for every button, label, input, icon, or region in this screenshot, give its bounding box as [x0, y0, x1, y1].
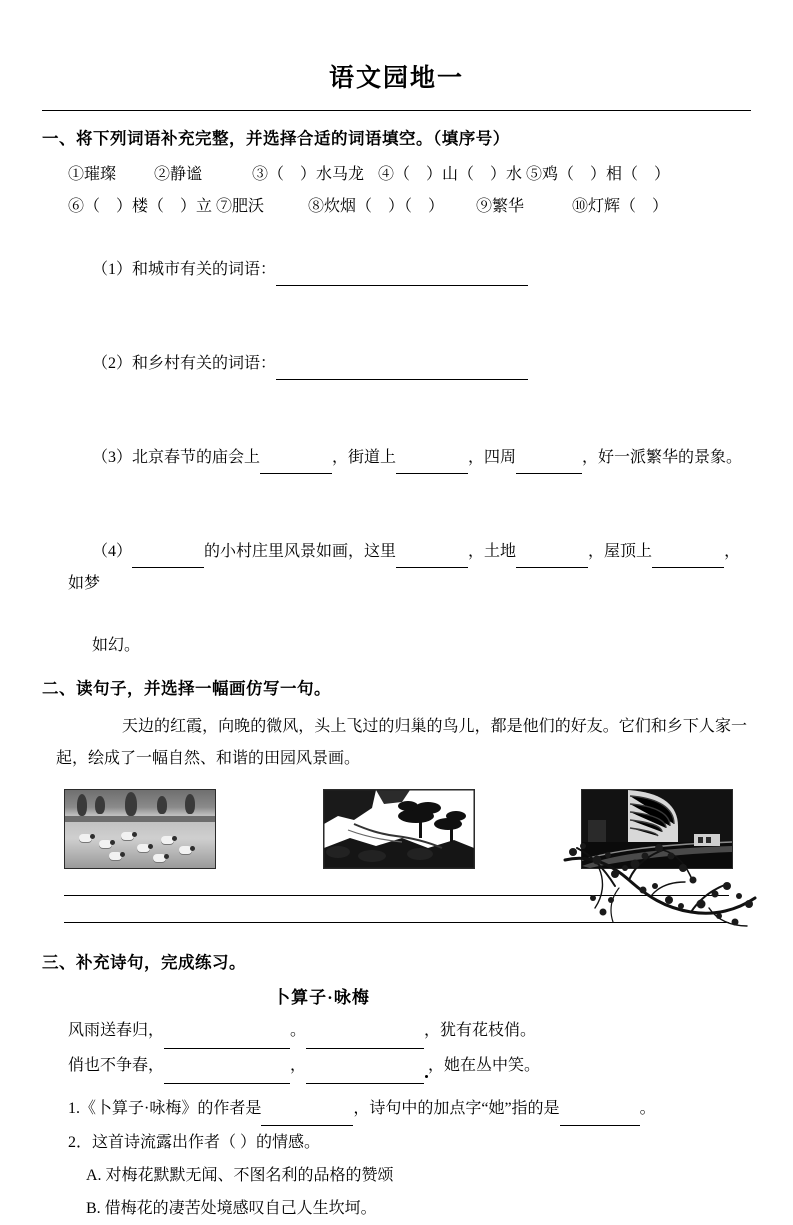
- word-item-6: ⑥（ ）楼（ ）立: [68, 198, 213, 215]
- answer-blank-1-2[interactable]: [276, 348, 528, 380]
- section-three: [42, 949, 751, 1225]
- page-title: 语文园地一: [328, 65, 464, 92]
- question-1-4-part-e: ，如梦: [68, 543, 741, 592]
- poem-dotted-marker: [424, 1057, 428, 1074]
- poem-line-2-part-c: ，她在丛中笑。: [428, 1057, 541, 1074]
- word-bank-row-2: [42, 191, 751, 223]
- section-two-heading: 二、读句子，并选择一幅画仿写一句。: [42, 680, 331, 698]
- question-1-4: [42, 505, 751, 630]
- illustration-row: [42, 789, 751, 869]
- stream-drawing-svg: [324, 790, 474, 868]
- poem-blank-2[interactable]: [306, 1014, 424, 1049]
- word-item-4: ④（ ）山（ ）水: [378, 166, 523, 183]
- question-3-1-part-c: 。: [639, 1100, 656, 1117]
- answer-blank-1-4-c[interactable]: [516, 536, 588, 568]
- word-item-9: ⑨繁华: [476, 198, 525, 215]
- pasture-sheep-photo[interactable]: [64, 789, 216, 869]
- poem-title: 卜算子·咏梅: [273, 988, 370, 1007]
- poem-blank-4[interactable]: [306, 1049, 424, 1084]
- answer-blank-1-3-c[interactable]: [516, 442, 582, 474]
- word-item-10: ⑩灯辉（ ）: [572, 198, 669, 215]
- question-3-1-part-a: 1.《卜算子·咏梅》的作者是: [68, 1100, 262, 1117]
- section-three-heading: 三、补充诗句，完成练习。: [42, 954, 246, 972]
- mountain-stream-drawing[interactable]: [323, 789, 475, 869]
- question-1-1-text: （1）和城市有关的词语：: [92, 261, 277, 278]
- section-two: [42, 675, 751, 923]
- word-item-8: ⑧炊烟（ ）（ ）: [308, 198, 445, 215]
- answer-blank-1-4-a[interactable]: [132, 536, 204, 568]
- question-1-3: [42, 411, 751, 505]
- question-1-4-continued: 如幻。: [92, 637, 141, 654]
- word-item-7: ⑦肥沃: [216, 198, 265, 215]
- poem-line-2-part-b: ，: [290, 1057, 307, 1074]
- option-a[interactable]: A. 对梅花默默无闻、不图名利的品格的赞颂: [86, 1167, 394, 1184]
- question-1-1: [42, 223, 751, 317]
- question-1-2: [42, 317, 751, 411]
- answer-blank-1-4-d[interactable]: [652, 536, 724, 568]
- word-bank-row-1: [42, 159, 751, 191]
- question-1-4-part-b: 的小村庄里风景如画，这里: [204, 543, 397, 560]
- question-1-2-text: （2）和乡村有关的词语：: [92, 355, 277, 372]
- poem-blank-1[interactable]: [164, 1014, 290, 1049]
- answer-writing-line-2[interactable]: [64, 922, 729, 923]
- poem-blank-3[interactable]: [164, 1049, 290, 1084]
- question-1-3-part-a: （3）北京春节的庙会上: [92, 449, 261, 466]
- question-1-3-part-c: ，四周: [468, 449, 517, 466]
- question-3-1-part-b: ，诗句中的加点字“她”指的是: [353, 1100, 560, 1117]
- word-item-1: ①璀璨: [68, 166, 117, 183]
- word-item-2: ②静谧: [154, 166, 203, 183]
- poem-line-1-part-b: 。: [290, 1022, 307, 1039]
- option-b[interactable]: B. 借梅花的凄苦处境感叹自己人生坎坷。: [86, 1200, 377, 1217]
- answer-blank-1-3-a[interactable]: [260, 442, 332, 474]
- poem-line-1-part-a: 风雨送春归，: [68, 1022, 165, 1039]
- answer-blank-1-1[interactable]: [276, 254, 528, 286]
- section-three-question-2[interactable]: 2．这首诗流露出作者（ ）的情感。: [68, 1134, 321, 1151]
- question-1-4-part-a: （4）: [92, 543, 133, 560]
- question-1-3-part-b: ，街道上: [332, 449, 397, 466]
- answer-blank-1-4-b[interactable]: [396, 536, 468, 568]
- poem-line-1: [42, 1014, 751, 1049]
- answer-blank-1-3-b[interactable]: [396, 442, 468, 474]
- poem-line-2: [42, 1049, 751, 1084]
- title-divider: [42, 110, 751, 111]
- word-item-3: ③（ ）水马龙: [252, 166, 365, 183]
- question-1-4-part-d: ，屋顶上: [588, 543, 653, 560]
- poem-line-1-part-c: ，犹有花枝俏。: [424, 1022, 537, 1039]
- worksheet-page: [0, 58, 793, 1217]
- question-1-3-part-d: ，好一派繁华的景象。: [582, 449, 743, 466]
- section-two-sample-sentence: 天边的红霞，向晚的微风，头上飞过的归巢的鸟儿，都是他们的好友。它们和乡下人家一起，绘成了一幅自然、和谐的田园风景画。: [56, 718, 747, 767]
- word-item-5: ⑤鸡（ ）相（ ）: [526, 166, 671, 183]
- question-1-4-part-c: ，土地: [468, 543, 517, 560]
- poem-line-2-part-a: 俏也不争春，: [68, 1057, 165, 1074]
- building-svg: [582, 790, 732, 868]
- modern-building-photo[interactable]: [581, 789, 733, 869]
- section-one: [42, 125, 751, 661]
- section-one-heading: 一、将下列词语补充完整，并选择合适的词语填空。（填序号）: [42, 130, 510, 148]
- answer-writing-line-1[interactable]: [64, 895, 729, 896]
